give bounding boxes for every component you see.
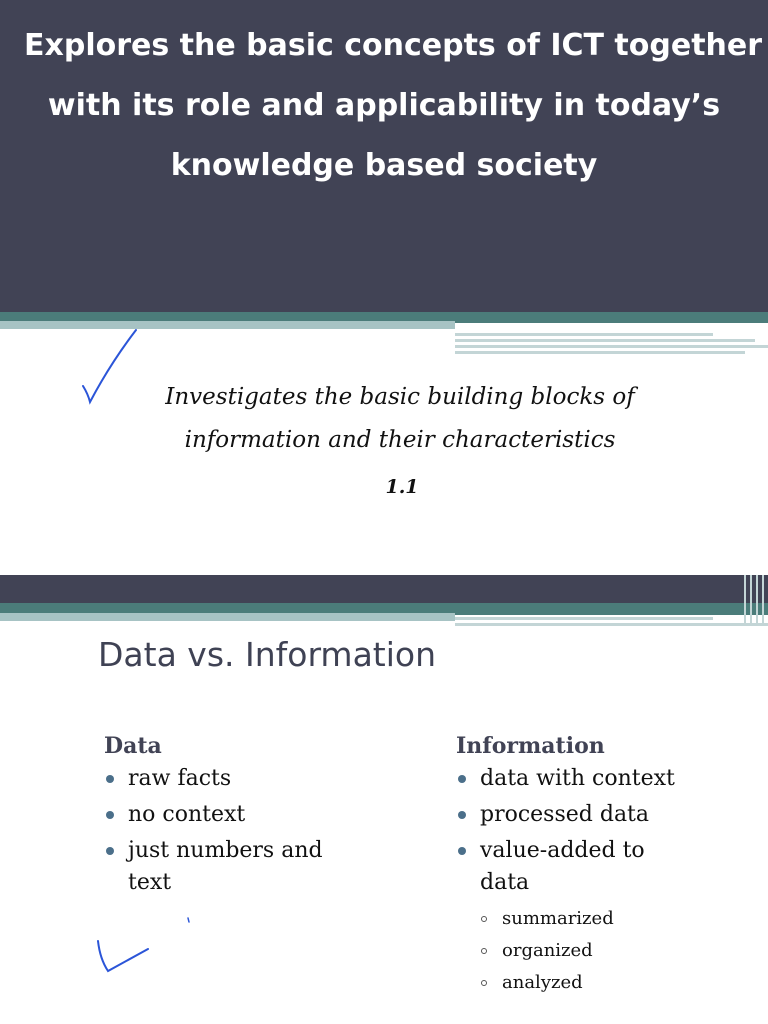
bullet-icon <box>458 847 466 855</box>
handwritten-check-icon <box>94 915 194 975</box>
sub-list-item: summarized <box>456 903 768 935</box>
decor-line <box>455 351 745 354</box>
data-heading: Data <box>104 733 162 759</box>
section-number: 1.1 <box>385 476 419 498</box>
slide-2-title: Data vs. Information <box>98 635 437 674</box>
decor-line <box>455 345 768 348</box>
list-item: data with context <box>456 763 768 795</box>
light-band <box>0 321 455 329</box>
sub-list-item: analyzed <box>456 967 768 999</box>
bullet-icon <box>458 775 466 783</box>
bullet-icon <box>106 811 114 819</box>
bullet-icon <box>106 847 114 855</box>
information-heading: Information <box>456 733 605 759</box>
information-sub-list <box>456 903 768 999</box>
title-line-1: Explores the basic concepts of ICT together <box>24 28 763 63</box>
information-column <box>456 733 768 999</box>
slide-1-subtitle <box>120 376 680 462</box>
sub-bullet-icon <box>481 980 487 986</box>
list-item: processed data <box>456 799 768 831</box>
title-line-3: knowledge based society <box>170 148 598 183</box>
subtitle-line-1: Investigates the basic building blocks of <box>165 384 635 410</box>
data-bullet-list <box>104 763 434 899</box>
list-item: value-added to data <box>456 835 680 899</box>
bullet-icon <box>458 811 466 819</box>
decor-line <box>455 617 713 620</box>
slide-2 <box>0 575 768 1024</box>
list-item: raw facts <box>104 763 434 795</box>
decor-line <box>455 339 755 342</box>
data-column <box>104 733 434 903</box>
list-item: no context <box>104 799 434 831</box>
sub-bullet-icon <box>481 948 487 954</box>
slide-2-header <box>0 575 768 603</box>
slide-1-title <box>24 16 763 196</box>
light-band <box>0 613 455 621</box>
bullet-icon <box>106 775 114 783</box>
information-bullet-list <box>456 763 768 899</box>
sub-bullet-icon <box>481 916 487 922</box>
list-item: just numbers and text <box>104 835 338 899</box>
decor-stripes <box>740 575 768 625</box>
decor-line <box>455 623 768 626</box>
subtitle-line-2: information and their characteristics <box>184 427 616 453</box>
decor-line <box>455 333 713 336</box>
title-line-2: with its role and applicability in today’s <box>47 88 721 123</box>
sub-list-item: organized <box>456 935 768 967</box>
slide-1-header <box>0 0 768 312</box>
